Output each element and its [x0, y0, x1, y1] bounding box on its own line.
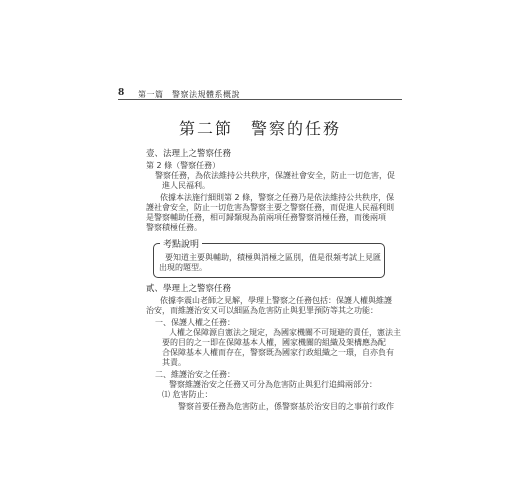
item-line: 人權之保障源自憲法之規定，為國家機關不可規避的責任，憲法主	[169, 328, 401, 337]
section-title: 第二節 警察的任務	[178, 119, 341, 138]
running-title: 第一篇 警察法規體系概說	[138, 90, 240, 99]
item-line: 警察首要任務為危害防止，係警察基於治安目的之事前行政作	[178, 402, 394, 411]
exam-note-line: 要知道主要與輔助，積極與消極之區別，值是很頻考試上見匯	[165, 253, 381, 262]
item-heading-1: 一、保護人權之任務：	[155, 318, 235, 327]
item-line: 警察維護治安之任務又可分為危害防止與犯行追緝兩部分：	[169, 380, 377, 389]
article-line: 進人民福利。	[162, 181, 210, 190]
item-line: 要的目的之一即在保障基本人權，國家機關的組織及架構應為配	[162, 338, 386, 347]
intro-line: 依據李震山老師之見解，學理上警察之任務包括：保護人權與維護	[160, 296, 392, 305]
sub-item-heading: ⑴ 危害防止：	[162, 390, 213, 399]
running-header	[118, 88, 402, 100]
page-number: 8	[118, 88, 125, 98]
header-rule	[118, 99, 402, 100]
article-line: 警察任務，為依法維持公共秩序，保護社會安全，防止一切危害，促	[155, 171, 395, 180]
item-line: 合保障基本人權而存在，警察既為國家行政組織之一環，自亦負有	[162, 348, 394, 357]
exam-note-label: 考點說明	[160, 237, 202, 250]
item-line: 其責。	[162, 358, 186, 367]
section-heading-2: 貳、學理上之警察任務	[146, 284, 232, 294]
section-heading-1: 壹、法理上之警察任務	[146, 149, 232, 159]
item-heading-2: 二、維護治安之任務：	[155, 370, 235, 379]
intro-line: 治安，而維護治安又可以細區為危害防止與犯罪預防等其之功能：	[146, 306, 378, 315]
para-line: 警察積極任務。	[146, 223, 202, 232]
para-line: 護社會安全，防止一切危害為警察主要之警察任務，而促進人民福利則	[146, 203, 394, 212]
exam-note-box	[153, 240, 385, 278]
para-line: 是警察輔助任務，相可歸類現為前兩項任務警察消極任務，而後兩項	[146, 213, 386, 222]
para-line: 依據本法施行細則第 2 條，警察之任務乃是依法維持公共秩序，保	[160, 193, 395, 202]
exam-note-line: 出現的題型。	[159, 263, 207, 272]
article-heading: 第 2 條（警察任務）	[146, 161, 221, 170]
